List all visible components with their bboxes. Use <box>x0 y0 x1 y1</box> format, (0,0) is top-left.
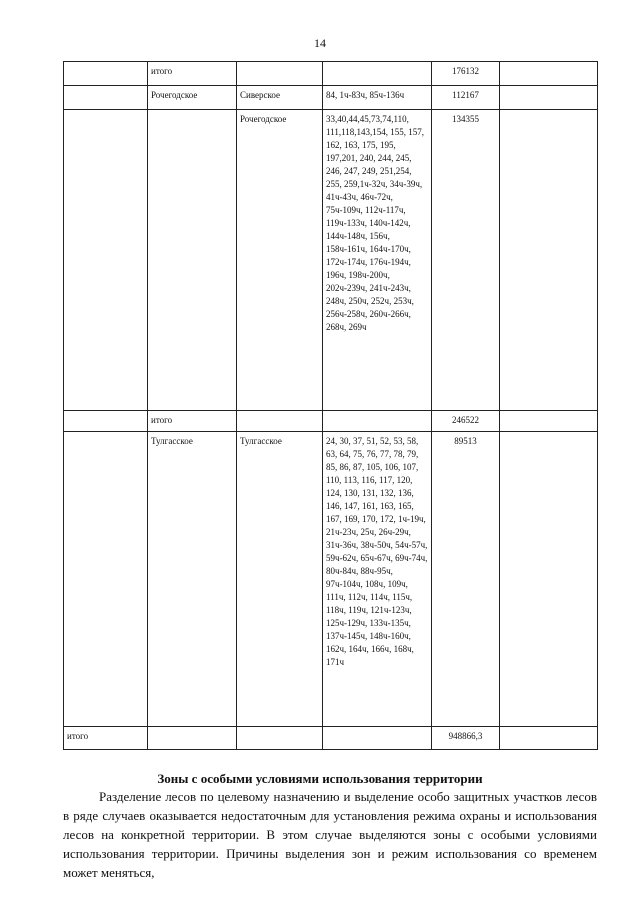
district-name: Тулгасское <box>237 432 323 727</box>
table-row <box>64 110 598 411</box>
table-row <box>64 86 598 110</box>
grand-total-area: 948866,3 <box>432 727 500 750</box>
area-value: 89513 <box>432 432 500 727</box>
grand-total-label: итого <box>64 727 148 750</box>
district-name: Рочегодское <box>237 110 323 411</box>
quarters-list: 24, 30, 37, 51, 52, 53, 58, 63, 64, 75, 76, 77, 78, 79, 85, 86, 87, 105, 106, 107, 110, 113, 116, 117, 120, 124, 130, 131, 132, 136, 146, 147, 161, 163, 165, 167, 169, 170, 172, 1ч-19ч, 21ч-23ч, 25ч, 26ч-29ч, 31ч-36ч, 38ч-50ч, 54ч-57ч, 59ч-62ч, 65ч-67ч, 69ч-74ч, 80ч-84ч, 88ч-95ч, 97ч-104ч, 108ч, 109ч, 111ч, 112ч, 114ч, 115ч, 118ч, 119ч, 121ч-123ч, 125ч-129ч, 133ч-135ч, 137ч-145ч, 148ч-160ч, 162ч, 164ч, 166ч, 168ч, 171ч <box>323 432 432 727</box>
forestry-name: Рочегодское <box>148 86 237 110</box>
area-value: 112167 <box>432 86 500 110</box>
table-row <box>64 411 598 432</box>
quarters-list: 84, 1ч-83ч, 85ч-136ч <box>323 86 432 110</box>
forestry-name <box>148 110 237 411</box>
table-row <box>64 727 598 750</box>
total-area: 176132 <box>432 62 500 86</box>
forestry-name: Тулгасское <box>148 432 237 727</box>
forest-zones-table <box>63 61 598 750</box>
total-label: итого <box>148 411 237 432</box>
region-cell <box>64 62 148 86</box>
district-name: Сиверское <box>237 86 323 110</box>
section-heading: Зоны с особыми условиями использования территории <box>157 771 483 786</box>
total-label: итого <box>148 62 237 86</box>
quarters-list: 33,40,44,45,73,74,110, 111,118,143,154, 155, 157, 162, 163, 175, 195, 197,201, 240, 244, 245, 246, 247, 249, 251,254, 255, 259,1ч-32ч, 34ч-39ч, 41ч-43ч, 46ч-72ч, 75ч-109ч, 112ч-117ч, 119ч-133ч, 140ч-142ч, 144ч-148ч, 156ч, 158ч-161ч, 164ч-170ч, 172ч-174ч, 176ч-194ч, 196ч, 198ч-200ч, 202ч-239ч, 241ч-243ч, 248ч, 250ч, 252ч, 253ч, 256ч-258ч, 260ч-266ч, 268ч, 269ч <box>323 110 432 411</box>
page-number: 14 <box>314 36 326 50</box>
area-value: 134355 <box>432 110 500 411</box>
table-row <box>64 432 598 727</box>
table-row <box>64 62 598 86</box>
section-paragraph: Разделение лесов по целевому назначению и выделение особо защитных участков лесов в ряде случаев оказывается недостаточным для установления режима охраны и использования лесов на конкретной территории. В этом случае выделяются зоны с особыми условиями использования территории. Причины выделения зон и режим использования со временем может меняться, <box>63 789 597 880</box>
total-area: 246522 <box>432 411 500 432</box>
